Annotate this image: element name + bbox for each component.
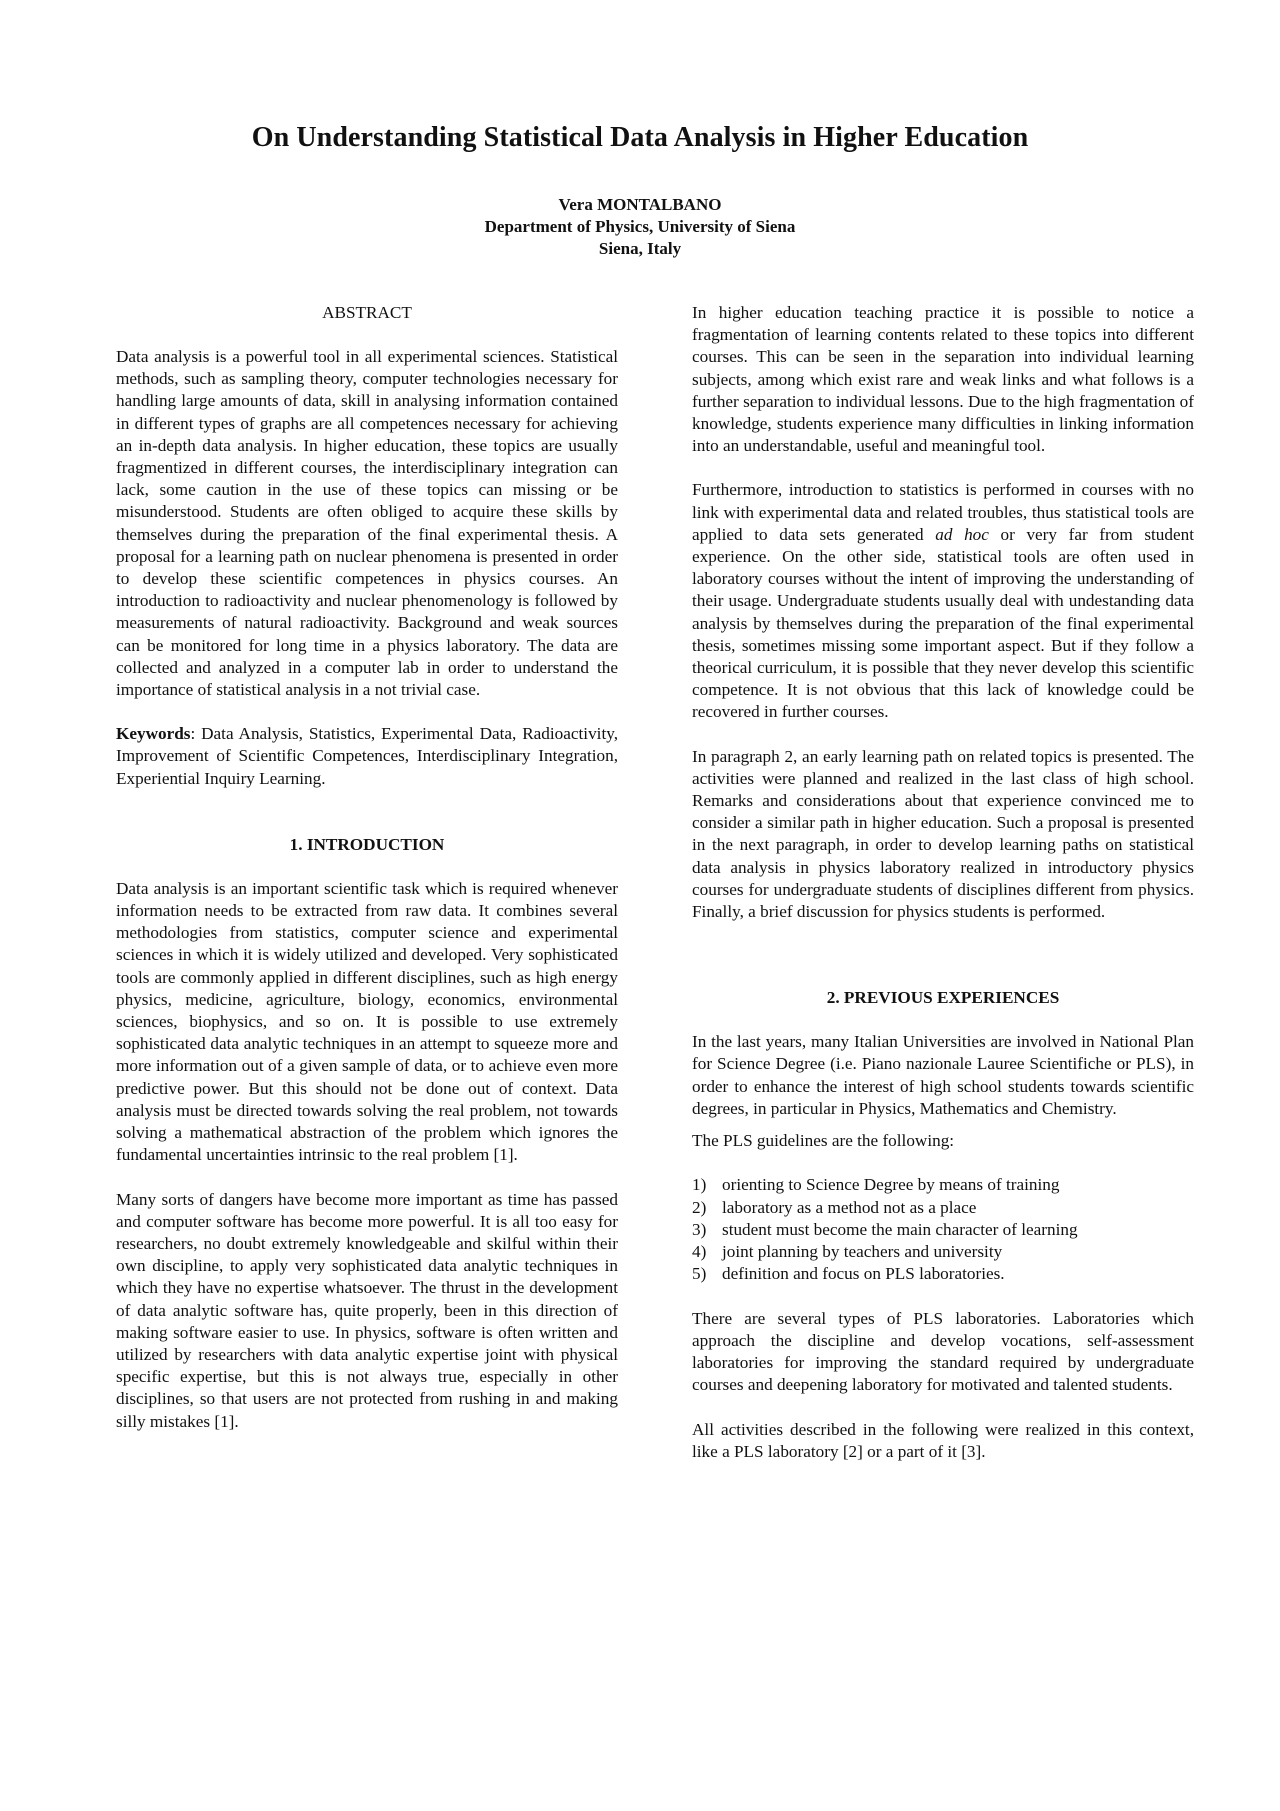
keywords-paragraph: [116, 723, 618, 790]
pls-guidelines-list: [692, 1174, 1194, 1285]
list-item-number: 4): [692, 1242, 707, 1262]
keywords-text: : Data Analysis, Statistics, Experimental Data, Radioactivity, Improvement of Scientific Competences, Interdisciplinary Integration, Experiential Inquiry Learning.: [116, 724, 618, 788]
list-item-number: 1): [692, 1175, 707, 1195]
abstract-heading: ABSTRACT: [322, 303, 412, 322]
list-item-number: 2): [692, 1197, 707, 1217]
introduction-paragraph-2: Many sorts of dangers have become more important as time has passed and computer software has become more powerful. It is all too easy for researchers, no doubt extremely knowledgeable and skilful within their own discipline, to apply very sophisticated data analytic techniques in which they have no expertise whatsoever. The thrust in the development of data analytic software has, quite properly, been in this direction of making software easier to use. In physics, software is often written and utilized by researchers with data analytic expertise joint with physical specific expertise, but this is not always true, especially in other disciplines, so that users are not protected from rushing in and making silly mistakes [1].: [116, 1189, 618, 1431]
list-item: [692, 1219, 1194, 1241]
author-name: Vera MONTALBANO: [558, 195, 722, 214]
author-affiliation: Department of Physics, University of Siena: [484, 217, 796, 236]
list-item-text: orienting to Science Degree by means of training: [722, 1175, 1060, 1195]
list-item-number: 5): [692, 1264, 707, 1284]
intro-p4-italic: ad hoc: [935, 524, 989, 544]
introduction-heading: 1. INTRODUCTION: [289, 834, 445, 854]
author-location: Siena, Italy: [598, 239, 682, 258]
section-spacer: [692, 945, 1194, 987]
previous-paragraph-3: There are several types of PLS laboratories. Laboratories which approach the discipline and develop vocations, self-assessment laboratories for improving the standard required by undergraduate courses and deepening laboratory for motivated and talented students.: [692, 1308, 1194, 1395]
introduction-paragraph-5: In paragraph 2, an early learning path on related topics is presented. The activities were planned and realized in the last class of high school. Remarks and considerations about that experience convinced me to consider a similar path in higher education. Such a proposal is presented in the next paragraph, in order to develop learning paths on statistical data analysis in physics laboratory realized in introductory physics courses for undergraduate students of disciplines different from physics. Finally, a brief discussion for physics students is performed.: [692, 746, 1194, 922]
abstract-text: Data analysis is a powerful tool in all experimental sciences. Statistical methods, such as sampling theory, computer technologies necessary for handling large amounts of data, skill in analysing information contained in different types of graphs are all competences necessary for achieving an in-depth data analysis. In higher education, these topics are usually fragmentized in different courses, the interdisciplinary integration can lack, some caution in the use of these topics can missing or be misunderstood. Students are often obliged to acquire these skills by themselves during the preparation of the final experimental thesis. A proposal for a learning path on nuclear phenomena is presented in order to develop these scientific competences in physics courses. An introduction to radioactivity and nuclear phenomenology is followed by measurements of natural radioactivity. Background and weak sources can be monitored for long time in a physics laboratory. The data are collected and analyzed in a computer lab in order to understand the importance of statistical analysis in a not trivial case.: [116, 347, 618, 700]
list-item-number: 3): [692, 1219, 707, 1239]
left-column: [116, 302, 618, 1455]
paper-title: On Understanding Statistical Data Analysis in Higher Education: [251, 122, 1029, 153]
intro-p4-part-a: Furthermore, introduction to statistics is performed in courses with no link with experimental data and related troubles, thus statistical tools are applied to data sets generated: [692, 480, 1194, 544]
author-block: [0, 194, 1280, 260]
keywords-label: Keywords: [116, 724, 191, 744]
previous-paragraph-4: All activities described in the following were realized in this context, like a PLS laboratory [2] or a part of it [3].: [692, 1419, 1194, 1461]
list-item-text: definition and focus on PLS laboratories.: [722, 1264, 1005, 1284]
previous-paragraph-1: In the last years, many Italian Universities are involved in National Plan for Science Degree (i.e. Piano nazionale Lauree Scientifiche or PLS), in order to enhance the interest of high school students towards scientific degrees, in particular in Physics, Mathematics and Chemistry.: [692, 1032, 1194, 1118]
list-item: [692, 1241, 1194, 1263]
previous-paragraph-2: The PLS guidelines are the following:: [692, 1131, 955, 1151]
introduction-paragraph-4: [692, 479, 1194, 723]
introduction-paragraph-3: In higher education teaching practice it is possible to notice a fragmentation of learning contents related to these topics into different courses. This can be seen in the separation into individual learning subjects, among which exist rare and weak links and what follows is a further separation to individual lessons. Due to the high fragmentation of knowledge, students experience many difficulties in linking information into an understandable, useful and meaningful tool.: [692, 303, 1194, 456]
list-item: [692, 1263, 1194, 1285]
right-column: [692, 302, 1194, 1485]
section-spacer: [116, 812, 618, 834]
previous-experiences-heading: 2. PREVIOUS EXPERIENCES: [826, 988, 1060, 1008]
introduction-paragraph-1: Data analysis is an important scientific task which is required whenever information needs to be extracted from raw data. It combines several methodologies from statistics, computer science and experimental sciences in which it is widely utilized and developed. Very sophisticated tools are commonly applied in different disciplines, such as high energy physics, medicine, agriculture, biology, economics, environmental sciences, biophysics, and so on. It is possible to use extremely sophisticated data analytic techniques in an attempt to squeeze more and more information out of a given sample of data, or to achieve even more predictive power. But this should not be done out of context. Data analysis must be directed towards solving the real problem, not towards solving a mathematical abstraction of the problem which ignores the fundamental uncertainties intrinsic to the real problem [1].: [116, 878, 618, 1165]
list-item-text: laboratory as a method not as a place: [722, 1197, 977, 1217]
list-item-text: student must become the main character of learning: [722, 1219, 1078, 1239]
list-item: [692, 1197, 1194, 1219]
list-item: [692, 1174, 1194, 1196]
intro-p4-part-b: or very far from student experience. On the other side, statistical tools are often used in laboratory courses without the intent of improving the understanding of their usage. Undergraduate students usually deal with undestanding data analysis by themselves during the preparation of the final experimental thesis, sometimes missing some important aspect. But if they follow a theorical curriculum, it is possible that they never develop this scientific competence. It is not obvious that this lack of knowledge could be recovered in further courses.: [692, 524, 1194, 722]
list-item-text: joint planning by teachers and university: [722, 1242, 1003, 1262]
